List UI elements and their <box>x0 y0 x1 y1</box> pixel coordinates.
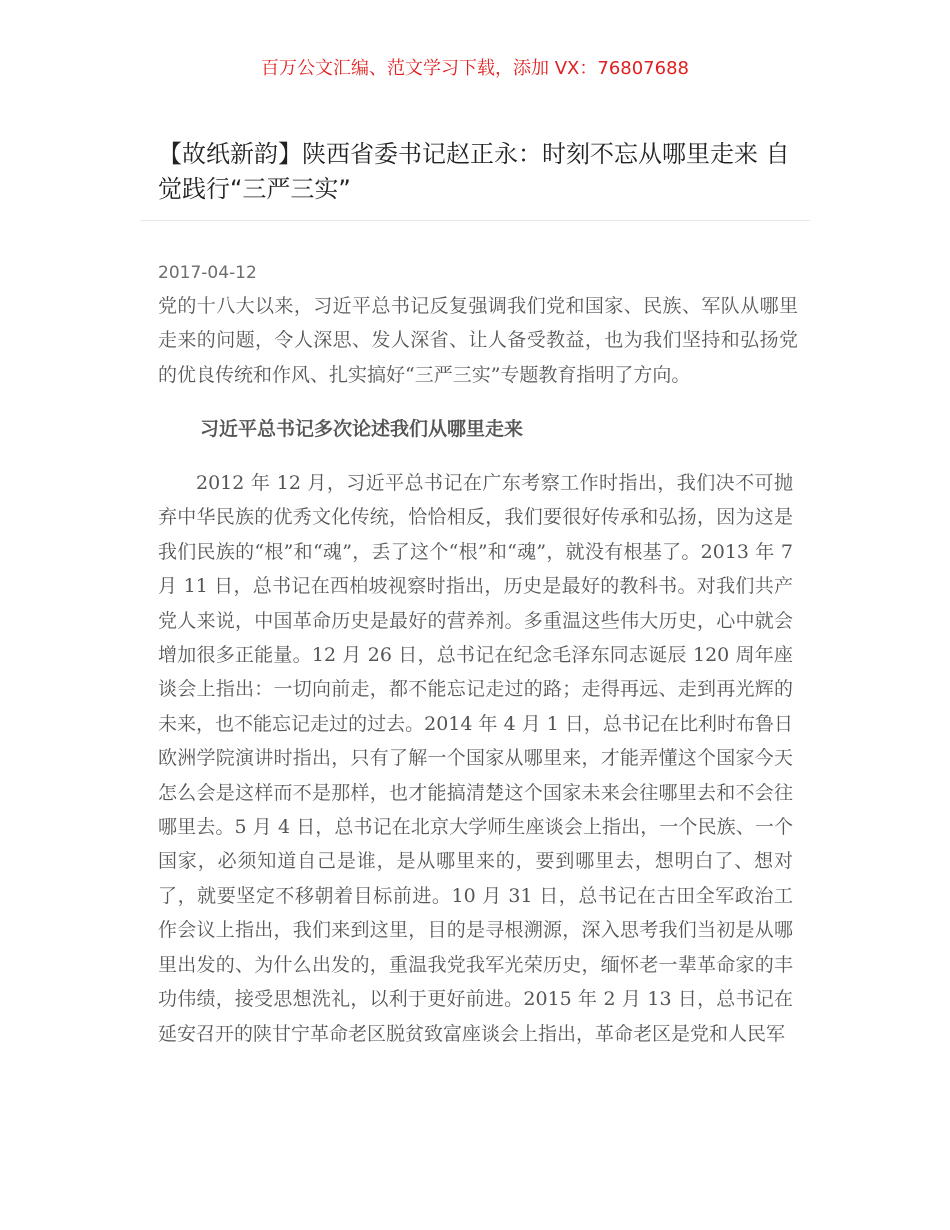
publish-date: 2017-04-12 <box>158 263 257 283</box>
section-subheading: 习近平总书记多次论述我们从哪里走来 <box>200 418 524 440</box>
title-divider <box>140 220 810 221</box>
watermark-banner: 百万公文汇编、范文学习下载，添加 VX：76807688 <box>261 58 689 79</box>
lead-paragraph: 党的十八大以来，习近平总书记反复强调我们党和国家、民族、军队从哪里走来的问题，令人深思、发人深省、让人备受教益，也为我们坚持和弘扬党的优良传统和作风、扎实搞好“三严三实”专题教育指明了方向。 <box>158 295 798 386</box>
article-title: 【故纸新韵】陕西省委书记赵正永：时刻不忘从哪里走来 自觉践行“三严三实” <box>158 140 790 203</box>
body-paragraph: 2012 年 12 月，习近平总书记在广东考察工作时指出，我们决不可抛弃中华民族的优秀文化传统，恰恰相反，我们要很好传承和弘扬，因为这是我们民族的“根”和“魂”，丢了这个“根”和“魂”，就没有根基了。2013 年 7 月 11 日，总书记在西柏坡视察时指出，历史是最好的教科书。对我们共产党人来说，中国革命历史是最好的营养剂。多重温这些伟大历史，心中就会增加很多正能量。12 月 26 日，总书记在纪念毛泽东同志诞辰 120 周年座谈会上指出：一切向前走，都不能忘记走过的路；走得再远、走到再光辉的未来，也不能忘记走过的过去。2014 年 4 月 1 日，总书记在比利时布鲁日欧洲学院演讲时指出，只有了解一个国家从哪里来，才能弄懂这个国家今天怎么会是这样而不是那样，也才能搞清楚这个国家未来会往哪里去和不会往哪里去。5 月 4 日，总书记在北京大学师生座谈会上指出，一个民族、一个国家，必须知道自己是谁，是从哪里来的，要到哪里去，想明白了、想对了，就要坚定不移朝着目标前进。10 月 31 日，总书记在古田全军政治工作会议上指出，我们来到这里，目的是寻根溯源，深入思考我们当初是从哪里出发的、为什么出发的，重温我党我军光荣历史，缅怀老一辈革命家的丰功伟绩，接受思想洗礼，以利于更好前进。2015 年 2 月 13 日，总书记在延安召开的陕甘宁革命老区脱贫致富座谈会上指出，革命老区是党和人民军 <box>158 472 793 1045</box>
